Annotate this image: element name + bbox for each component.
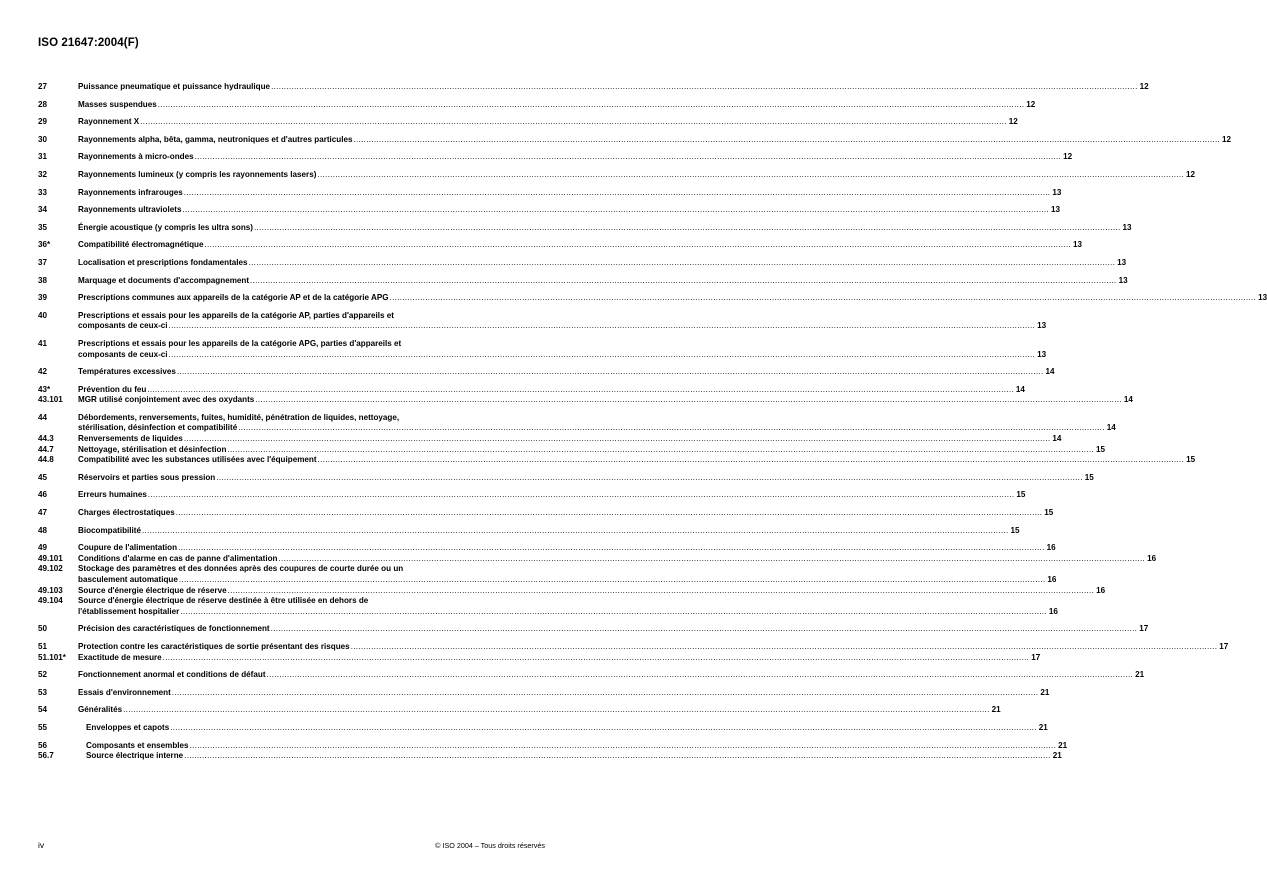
toc-entry-number: 53 [38, 687, 48, 697]
toc-entry[interactable] [38, 585, 1106, 597]
toc-entry-title: Enveloppes et capots [86, 722, 170, 732]
toc-entry-title: Composants et ensembles [86, 740, 189, 750]
toc-entry-number: 32 [38, 169, 48, 179]
toc-entry[interactable] [38, 624, 1149, 635]
toc-entry-page: 13 [1118, 275, 1128, 285]
toc-entry-page: 14 [1106, 423, 1116, 433]
toc-entry-number: 37 [38, 257, 48, 267]
toc-entry-page: 13 [1037, 321, 1047, 331]
toc-dot-leader [163, 653, 1030, 664]
toc-entry-title: Conditions d'alarme en cas de panne d'alimentation [78, 553, 278, 563]
toc-entry-number: 39 [38, 293, 48, 303]
toc-dot-leader [228, 586, 1095, 597]
toc-entry-title: Masses suspendues [78, 99, 157, 109]
toc-dot-leader [227, 445, 1094, 456]
toc-entry-number: 40 [38, 310, 48, 320]
toc-entry[interactable] [38, 257, 1127, 269]
copyright-notice: © ISO 2004 – Tous droits réservés [435, 841, 545, 850]
toc-entry-page: 16 [1096, 585, 1106, 595]
toc-entry-number: 27 [38, 82, 48, 91]
toc-entry-number: 29 [38, 117, 48, 127]
toc-dot-leader [172, 688, 1039, 699]
toc-entry-number: 44.3 [38, 434, 54, 444]
toc-entry-title: Réservoirs et parties sous pression [78, 472, 216, 482]
toc-entry-number: 49.102 [38, 564, 63, 574]
toc-entry[interactable] [38, 641, 1229, 653]
toc-dot-leader [250, 276, 1117, 287]
toc-dot-leader [184, 434, 1051, 445]
toc-entry-number: 55 [38, 722, 48, 732]
toc-dot-leader [142, 526, 1009, 537]
toc-entry[interactable] [38, 338, 1047, 360]
toc-entry-page: 12 [1026, 99, 1036, 109]
toc-entry[interactable] [38, 434, 1062, 445]
toc-dot-leader [169, 321, 1036, 332]
toc-entry-number: 30 [38, 134, 48, 144]
toc-entry[interactable] [38, 82, 1149, 93]
toc-dot-leader [140, 117, 1007, 128]
toc-entry[interactable] [38, 525, 1020, 537]
toc-entry-page: 13 [1117, 257, 1127, 267]
toc-dot-leader [317, 170, 1184, 181]
toc-entry-number: 41 [38, 338, 48, 348]
toc-dot-leader [271, 624, 1138, 635]
toc-entry-title: Biocompatibilité [78, 525, 141, 535]
toc-dot-leader [271, 82, 1138, 93]
toc-dot-leader [169, 350, 1036, 361]
toc-entry-title: Puissance pneumatique et puissance hydraulique [78, 82, 271, 91]
toc-entry-title: Renversements de liquides [78, 434, 183, 444]
toc-dot-leader [180, 607, 1047, 618]
toc-entry[interactable] [38, 705, 1001, 716]
toc-entry[interactable] [38, 596, 1058, 617]
toc-entry-number: 49.104 [38, 596, 63, 606]
toc-entry[interactable] [38, 222, 1132, 234]
toc-dot-leader [204, 240, 1071, 251]
toc-entry-title: Protection contre les caractéristiques de sortie présentant des risques [78, 641, 350, 651]
toc-dot-leader [147, 385, 1014, 396]
toc-dot-leader [177, 367, 1044, 378]
toc-entry-title: composants de ceux-ci [78, 349, 168, 359]
toc-entry-title: Prévention du feu [78, 384, 147, 394]
toc-entry-number: 42 [38, 367, 48, 377]
toc-dot-leader [351, 642, 1218, 653]
toc-entry-title: Compatibilité avec les substances utilisées avec l'équipement [78, 455, 317, 465]
toc-entry-number: 31 [38, 152, 48, 162]
toc-entry-number: 44 [38, 412, 48, 422]
toc-entry-page: 21 [1058, 740, 1068, 750]
toc-entry[interactable] [38, 152, 1073, 163]
toc-dot-leader [123, 705, 990, 716]
toc-entry-page: 21 [991, 705, 1001, 715]
toc-entry-page: 12 [1008, 117, 1018, 127]
toc-entry-number: 49.101 [38, 553, 63, 563]
toc-entry-number: 51 [38, 641, 48, 651]
toc-entry-title: Prescriptions et essais pour les appareils de la catégorie AP, parties d'appareils et [78, 310, 394, 320]
toc-entry-title: Source électrique interne [86, 751, 184, 761]
toc-entry-title: MGR utilisé conjointement avec des oxydants [78, 395, 255, 405]
toc-entry-title: Généralités [78, 705, 123, 715]
toc-entry-title: Erreurs humaines [78, 490, 147, 500]
toc-entry-number: 35 [38, 222, 48, 232]
toc-entry[interactable] [38, 444, 1105, 456]
toc-entry[interactable] [38, 240, 1083, 251]
toc-entry-page: 15 [1044, 508, 1054, 518]
toc-entry-title: Rayonnements infrarouges [78, 187, 183, 197]
toc-entry-number: 45 [38, 472, 48, 482]
toc-entry-title: Localisation et prescriptions fondamentales [78, 257, 248, 267]
toc-dot-leader [353, 135, 1220, 146]
toc-dot-leader [390, 293, 1257, 304]
toc-entry[interactable] [38, 553, 1157, 565]
toc-entry[interactable] [38, 384, 1025, 396]
toc-entry-page: 15 [1095, 444, 1105, 454]
toc-entry-number: 51.101* [38, 652, 66, 662]
toc-entry-title: Fonctionnement anormal et conditions de défaut [78, 670, 266, 680]
toc-entry-page: 16 [1046, 543, 1056, 553]
toc-entry-title: Compatibilité électromagnétique [78, 240, 204, 250]
toc-dot-leader [176, 508, 1043, 519]
toc-entry[interactable] [38, 310, 1047, 332]
toc-entry[interactable] [38, 134, 1232, 146]
toc-dot-leader [267, 670, 1134, 681]
toc-entry-page: 12 [1222, 134, 1232, 144]
toc-entry-page: 13 [1073, 240, 1083, 250]
toc-entry[interactable] [38, 652, 1041, 664]
toc-entry-number: 56 [38, 740, 48, 750]
toc-entry[interactable] [38, 412, 1116, 434]
toc-entry-page: 12 [1063, 152, 1073, 162]
toc-entry-title: Rayonnements ultraviolets [78, 205, 182, 215]
toc-entry-page: 14 [1123, 395, 1133, 405]
toc-entry[interactable] [38, 740, 1068, 752]
toc-entry-title: Source d'énergie électrique de réserve [78, 585, 227, 595]
toc-entry[interactable] [38, 722, 1048, 734]
toc-entry[interactable] [38, 205, 1061, 216]
table-of-contents [38, 82, 1267, 762]
toc-entry-number: 28 [38, 99, 48, 109]
toc-entry-number: 36* [38, 240, 51, 250]
toc-entry-number: 34 [38, 205, 48, 215]
toc-dot-leader [318, 455, 1185, 466]
toc-dot-leader [190, 741, 1057, 752]
toc-entry[interactable] [38, 670, 1145, 681]
toc-entry-title: Nettoyage, stérilisation et désinfection [78, 444, 227, 454]
toc-entry-title: Essais d'environnement [78, 687, 171, 697]
toc-entry-title: Source d'énergie électrique de réserve destinée à être utilisée en dehors de [78, 596, 369, 606]
toc-entry-page: 16 [1047, 575, 1057, 584]
toc-entry-number: 50 [38, 624, 48, 634]
toc-dot-leader [254, 223, 1121, 234]
toc-dot-leader [170, 723, 1037, 734]
toc-entry-title: composants de ceux-ci [78, 321, 168, 331]
toc-entry-page: 14 [1045, 367, 1055, 377]
toc-dot-leader [184, 188, 1051, 199]
toc-entry-title: stérilisation, désinfection et compatibilité [78, 423, 238, 433]
toc-entry-page: 13 [1258, 293, 1267, 303]
toc-entry[interactable] [38, 543, 1056, 554]
toc-entry-title: Exactitude de mesure [78, 652, 162, 662]
toc-entry-title: Rayonnements alpha, bêta, gamma, neutroniques et d'autres particules [78, 134, 353, 144]
toc-entry-page: 17 [1139, 624, 1149, 634]
toc-entry-page: 13 [1052, 187, 1062, 197]
toc-entry-title: Coupure de l'alimentation [78, 543, 178, 553]
toc-entry-title: basculement automatique [78, 575, 178, 584]
toc-entry-page: 21 [1040, 687, 1050, 697]
toc-entry-page: 12 [1185, 169, 1195, 179]
toc-entry-number: 49 [38, 543, 48, 553]
page-number: iv [38, 840, 45, 850]
toc-entry-number: 43.101 [38, 395, 63, 405]
toc-dot-leader [279, 554, 1146, 565]
toc-entry-number: 52 [38, 670, 48, 680]
toc-entry-number: 43* [38, 384, 51, 394]
toc-dot-leader [178, 543, 1045, 554]
toc-dot-leader [148, 490, 1015, 501]
toc-entry-number: 33 [38, 187, 48, 197]
toc-entry-page: 16 [1048, 606, 1058, 616]
toc-entry-page: 14 [1052, 434, 1062, 444]
toc-entry-title: Marquage et documents d'accompagnement [78, 275, 250, 285]
toc-entry-number: 56.7 [38, 751, 54, 761]
toc-entry-title: Températures excessives [78, 367, 176, 377]
toc-dot-leader [238, 423, 1105, 434]
toc-entry-page: 16 [1147, 553, 1157, 563]
toc-dot-leader [255, 395, 1122, 406]
toc-entry[interactable] [38, 564, 1057, 585]
toc-entry-number: 48 [38, 525, 48, 535]
toc-entry[interactable] [38, 395, 1133, 406]
document-header: ISO 21647:2004(F) [38, 37, 139, 49]
toc-dot-leader [249, 258, 1116, 269]
toc-entry-title: Débordements, renversements, fuites, humidité, pénétration de liquides, nettoyage, [78, 412, 400, 422]
toc-entry-page: 17 [1031, 652, 1041, 662]
toc-entry[interactable] [38, 293, 1267, 304]
toc-entry-title: Énergie acoustique (y compris les ultra sons) [78, 222, 253, 232]
toc-entry[interactable] [38, 455, 1196, 466]
toc-entry-title: Prescriptions communes aux appareils de la catégorie AP et de la catégorie APG [78, 293, 389, 303]
toc-entry-page: 21 [1135, 670, 1145, 680]
toc-entry-page: 15 [1016, 490, 1026, 500]
toc-dot-leader [179, 575, 1046, 586]
toc-entry-page: 13 [1037, 349, 1047, 359]
toc-entry-title: Rayonnements à micro-ondes [78, 152, 194, 162]
toc-entry-title: Prescriptions et essais pour les appareils de la catégorie APG, parties d'appareils et [78, 338, 402, 348]
toc-entry-page: 15 [1186, 455, 1196, 465]
toc-dot-leader [216, 473, 1083, 484]
toc-entry-title: Précision des caractéristiques de fonctionnement [78, 624, 270, 634]
toc-dot-leader [184, 751, 1051, 762]
toc-entry-page: 13 [1122, 222, 1132, 232]
toc-entry-page: 21 [1038, 722, 1048, 732]
toc-dot-leader [195, 152, 1062, 163]
toc-entry[interactable] [38, 490, 1026, 501]
toc-entry[interactable] [38, 472, 1094, 484]
toc-entry-page: 21 [1052, 751, 1062, 761]
toc-entry-number: 46 [38, 490, 48, 500]
toc-entry-title: l'établissement hospitalier [78, 606, 180, 616]
toc-entry-page: 12 [1139, 82, 1149, 91]
toc-entry-title: Charges électrostatiques [78, 508, 175, 518]
toc-entry-number: 44.7 [38, 444, 54, 454]
toc-entry-page: 15 [1084, 472, 1094, 482]
toc-entry[interactable] [38, 687, 1050, 699]
toc-entry-number: 44.8 [38, 455, 54, 465]
toc-entry[interactable] [38, 367, 1055, 378]
toc-entry-title: Rayonnements lumineux (y compris les rayonnements lasers) [78, 169, 317, 179]
toc-entry-page: 17 [1219, 641, 1229, 651]
toc-entry[interactable] [38, 117, 1018, 128]
toc-entry[interactable] [38, 169, 1195, 181]
toc-entry-number: 47 [38, 508, 48, 518]
toc-entry-page: 13 [1051, 205, 1061, 215]
toc-entry[interactable] [38, 751, 1062, 762]
toc-entry-title: Rayonnement X [78, 117, 140, 127]
toc-entry-title: Stockage des paramètres et des données après des coupures de courte durée ou un [78, 564, 404, 574]
toc-entry[interactable] [38, 187, 1062, 199]
toc-dot-leader [158, 100, 1025, 111]
toc-entry-number: 38 [38, 275, 48, 285]
toc-entry-number: 49.103 [38, 585, 63, 595]
toc-entry[interactable] [38, 99, 1036, 111]
toc-entry-number: 54 [38, 705, 48, 715]
toc-entry-page: 14 [1015, 384, 1025, 394]
toc-dot-leader [182, 205, 1049, 216]
toc-entry[interactable] [38, 508, 1054, 519]
toc-entry-page: 15 [1010, 525, 1020, 535]
toc-entry[interactable] [38, 275, 1128, 287]
